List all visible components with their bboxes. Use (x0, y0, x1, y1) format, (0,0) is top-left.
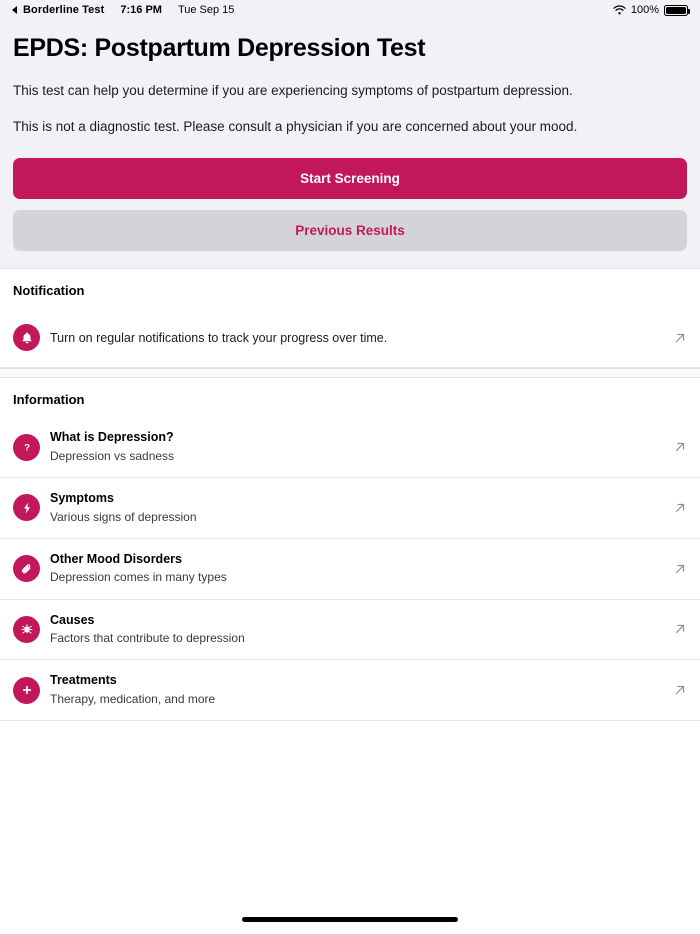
information-row-title: Causes (50, 612, 95, 627)
information-row-text (50, 552, 665, 586)
previous-results-button[interactable]: Previous Results (13, 210, 687, 251)
notification-row[interactable] (0, 308, 700, 368)
status-bar-left (12, 4, 234, 16)
information-row-title: Treatments (50, 673, 117, 688)
information-row-text (50, 491, 665, 525)
arrow-up-right-icon[interactable] (673, 683, 687, 697)
status-bar-date: Tue Sep 15 (177, 4, 235, 16)
status-bar-time: 7:16 PM (120, 4, 162, 16)
information-row-causes[interactable] (0, 600, 700, 661)
notification-row-text (50, 330, 665, 346)
arrow-up-right-icon[interactable] (673, 501, 687, 515)
information-row-what-is-depression[interactable] (0, 417, 700, 478)
intro-paragraph-2: This is not a diagnostic test. Please consult a physician if you are concerned about your mood. (13, 118, 578, 134)
notification-section-header: Notification (13, 283, 85, 299)
arrow-up-right-icon[interactable] (673, 562, 687, 576)
information-row-subtitle: Depression comes in many types (50, 570, 227, 585)
information-row-title: Symptoms (50, 490, 114, 505)
lightning-bolt-icon (13, 494, 40, 521)
information-row-title: Other Mood Disorders (50, 551, 182, 566)
arrow-up-right-icon[interactable] (673, 440, 687, 454)
information-section-header: Information (13, 392, 85, 408)
page-title: EPDS: Postpartum Depression Test (13, 34, 426, 62)
information-row-symptoms[interactable] (0, 478, 700, 539)
bell-icon (13, 324, 40, 351)
home-indicator[interactable] (242, 917, 458, 922)
information-row-subtitle: Various signs of depression (50, 509, 197, 524)
information-row-title: What is Depression? (50, 430, 174, 445)
arrow-up-right-icon[interactable] (673, 622, 687, 636)
battery-icon (664, 5, 688, 16)
information-row-text (50, 430, 665, 464)
information-row-subtitle: Depression vs sadness (50, 448, 175, 463)
section-gap (0, 368, 700, 378)
notification-row-label: Turn on regular notifications to track your progress over time. (50, 330, 388, 345)
microbe-icon (13, 616, 40, 643)
home-indicator-area (0, 904, 700, 934)
plus-icon (13, 677, 40, 704)
status-bar (0, 0, 700, 20)
information-row-text (50, 613, 665, 647)
paperclip-icon (13, 555, 40, 582)
status-bar-back-app-label[interactable]: Borderline Test (23, 4, 105, 16)
intro-paragraph-1: This test can help you determine if you are experiencing symptoms of postpartum depression. (13, 83, 573, 98)
information-row-subtitle: Factors that contribute to depression (50, 631, 245, 646)
arrow-up-right-icon[interactable] (673, 331, 687, 345)
status-bar-right (613, 4, 688, 16)
wifi-icon (613, 5, 626, 15)
information-row-treatments[interactable] (0, 660, 700, 721)
content-list (0, 268, 700, 904)
information-row-text (50, 673, 665, 707)
information-row-other-mood-disorders[interactable] (0, 539, 700, 600)
information-row-subtitle: Therapy, medication, and more (50, 692, 216, 706)
battery-percent-label: 100% (630, 4, 659, 16)
header-section (0, 20, 700, 268)
svg-text:?: ? (23, 442, 30, 454)
question-mark-icon (13, 434, 40, 461)
start-screening-button[interactable]: Start Screening (13, 158, 687, 199)
back-triangle-icon[interactable] (12, 6, 17, 14)
